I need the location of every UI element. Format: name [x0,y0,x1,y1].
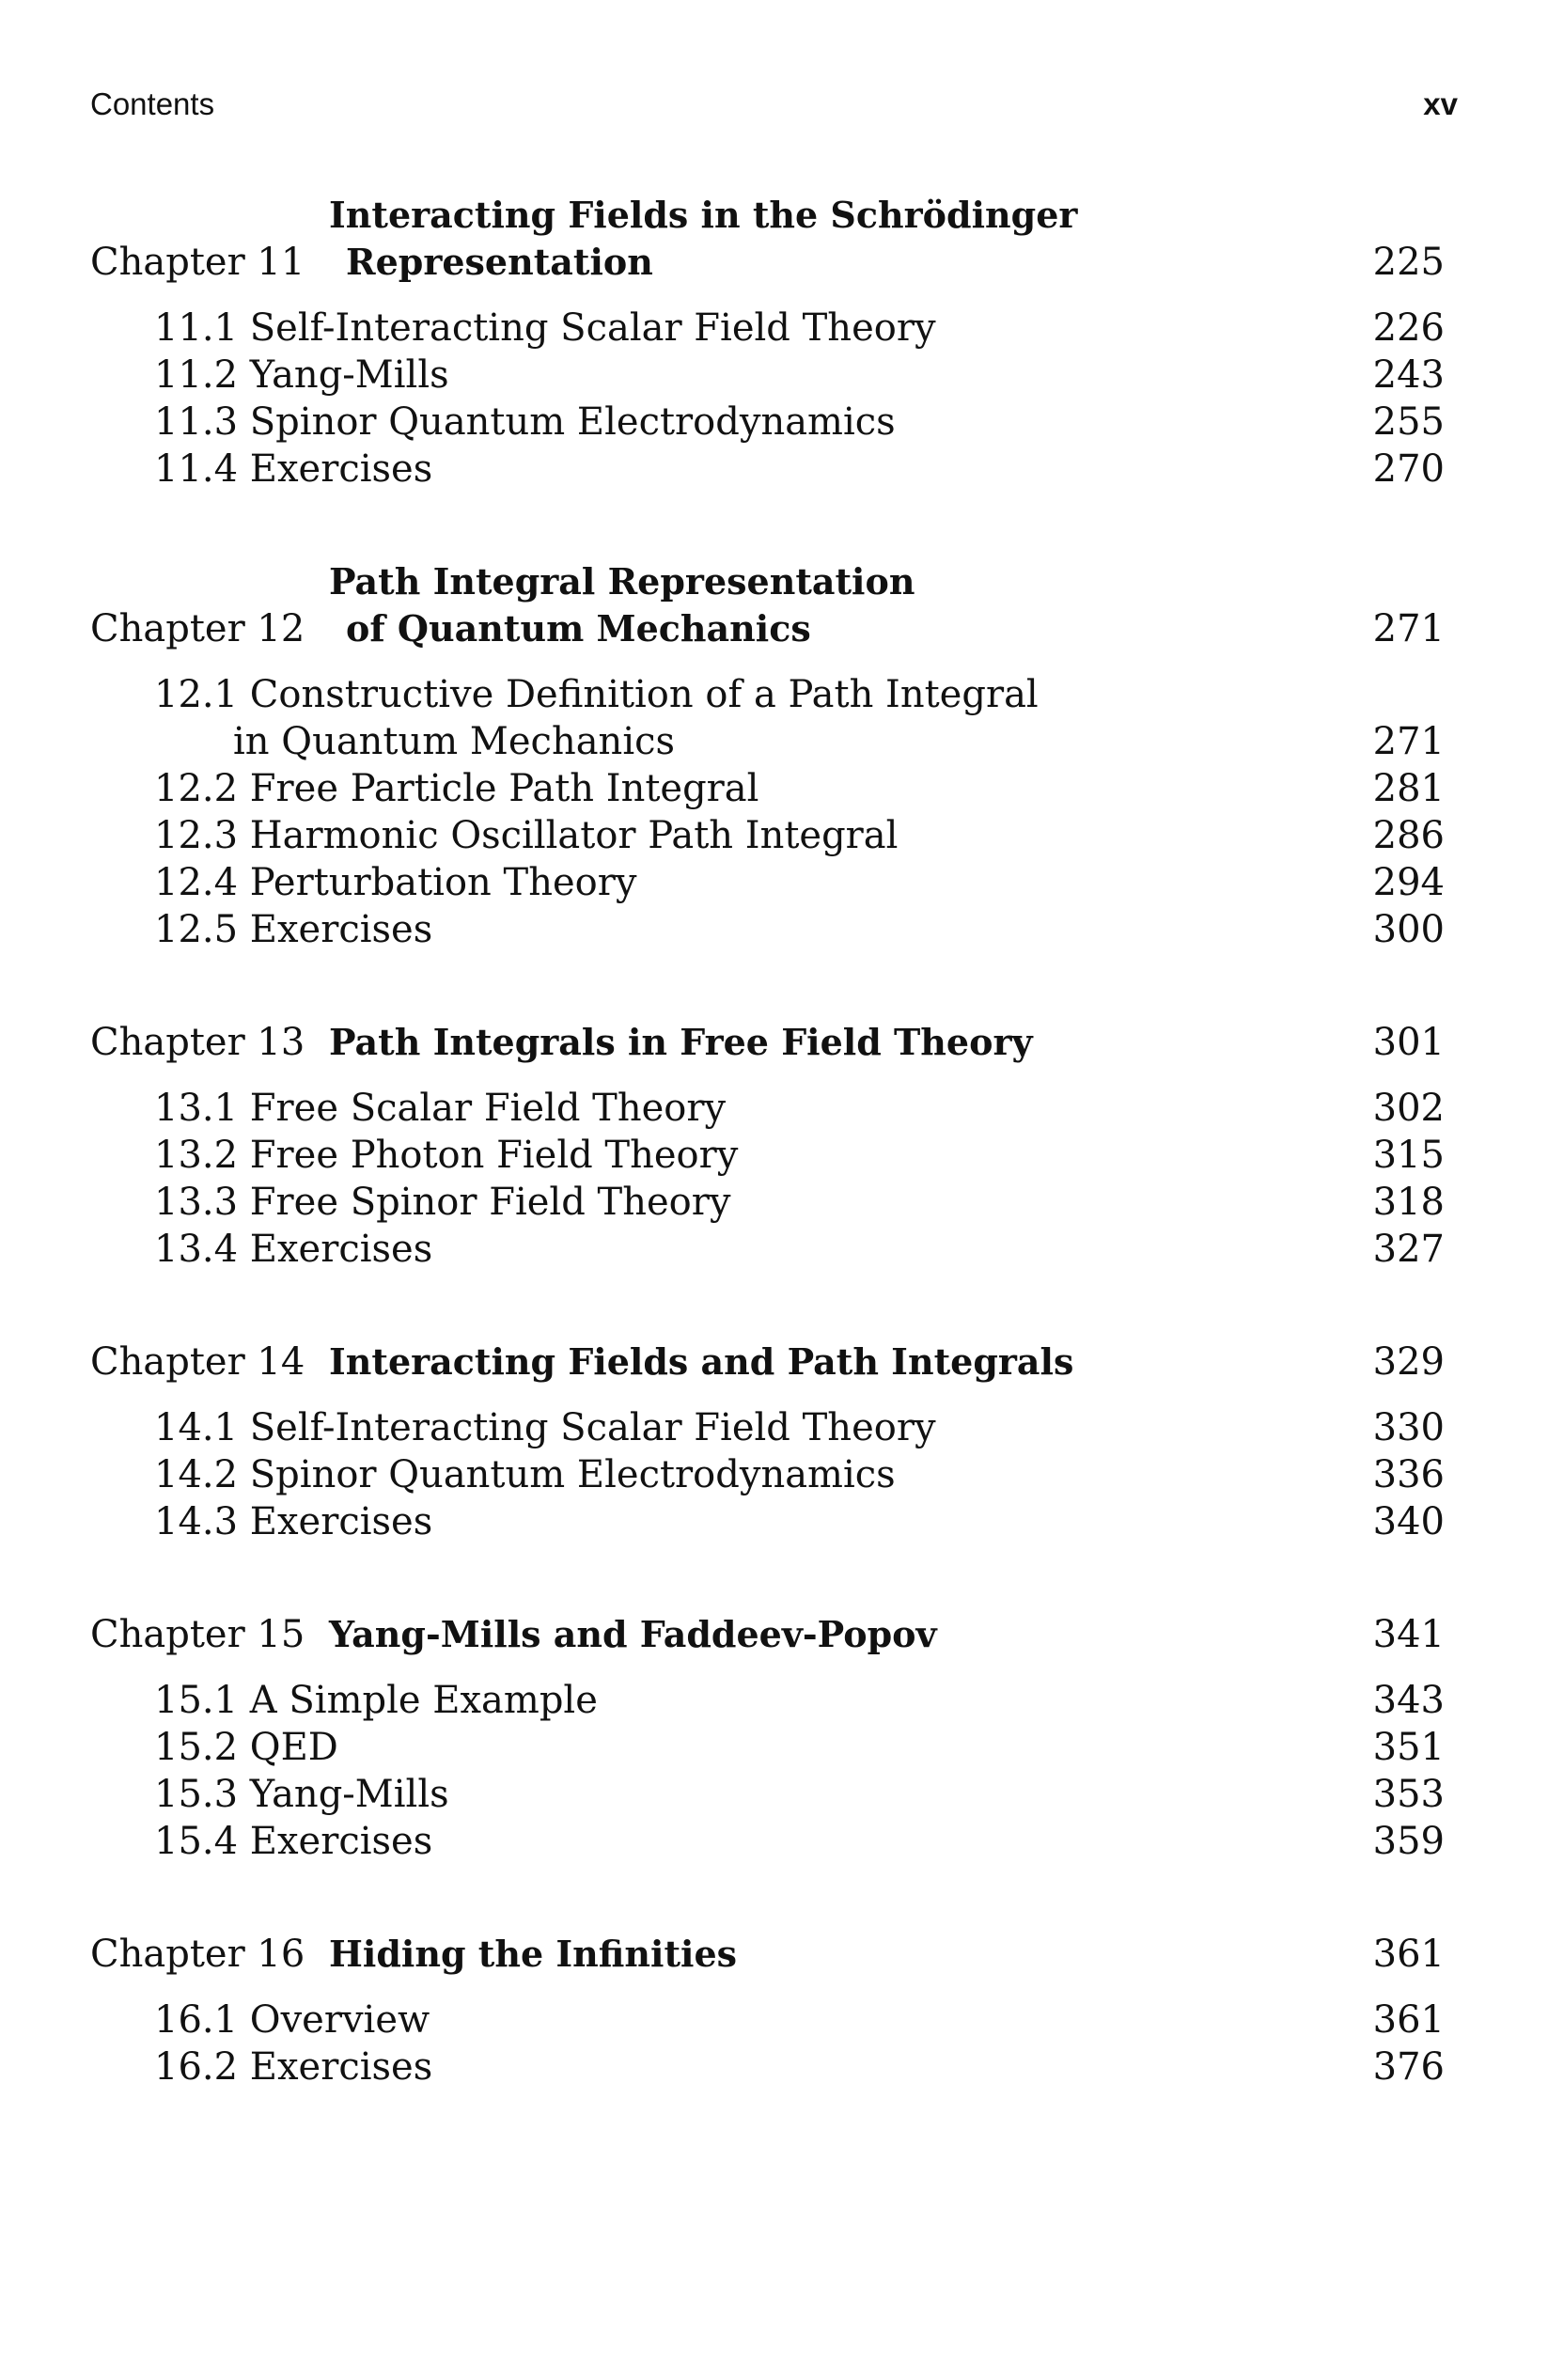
section-list [90,1404,1445,1545]
chapter-block [90,1019,1445,1273]
section-title [90,765,1332,812]
section-title [90,859,1332,906]
section-title-line: 15.2 QED [154,1726,338,1769]
chapter-heading[interactable] [90,1931,1445,1978]
section-title-line: 13.2 Free Photon Field Theory [154,1134,739,1177]
section-page-number: 330 [1372,1406,1445,1449]
chapter-page-number: 271 [1372,607,1445,650]
section-entry[interactable] [90,1085,1445,1132]
section-title-line: 12.5 Exercises [154,908,433,951]
section-title [90,1226,1332,1273]
section-title [90,446,1332,493]
section-title-line: 11.4 Exercises [154,447,433,491]
section-title [90,2043,1332,2090]
chapter-title [329,1931,1332,1978]
chapter-title [329,558,1332,652]
section-list [90,1677,1445,1865]
section-list [90,1996,1445,2090]
section-page-number: 343 [1372,1679,1445,1722]
section-title-line: 12.3 Harmonic Oscillator Path Integral [154,814,899,857]
section-title [90,671,1332,765]
page-number: xv [1423,86,1458,121]
section-page-number: 318 [1372,1181,1445,1224]
section-title [90,1085,1332,1132]
section-page-number: 271 [1372,720,1445,763]
section-entry[interactable] [90,1677,1445,1724]
running-head-title: Contents [90,86,215,121]
section-entry[interactable] [90,1451,1445,1498]
chapter-label: Chapter 15 [90,1613,305,1656]
section-title [90,1677,1332,1724]
section-entry[interactable] [90,399,1445,446]
section-title-line: 13.3 Free Spinor Field Theory [154,1181,731,1224]
section-page-number: 243 [1372,353,1445,397]
section-entry[interactable] [90,1771,1445,1818]
section-page-number: 340 [1372,1500,1445,1543]
section-title [90,1179,1332,1226]
section-page-number: 286 [1372,814,1445,857]
running-head [90,86,1458,124]
chapter-heading[interactable] [90,1339,1445,1386]
chapter-block [90,1611,1445,1865]
section-entry[interactable] [90,305,1445,352]
chapter-page-number: 341 [1372,1613,1445,1656]
section-title [90,1498,1332,1545]
chapter-title-line: Path Integrals in Free Field Theory [329,1021,1033,1063]
section-title-line: 16.1 Overview [154,1998,430,2042]
section-title [90,1818,1332,1865]
section-page-number: 270 [1372,447,1445,491]
section-title [90,812,1332,859]
section-title [90,1451,1332,1498]
section-title-line: 14.1 Self-Interacting Scalar Field Theory [154,1406,936,1449]
section-entry[interactable] [90,671,1445,765]
section-title-line: 11.2 Yang-Mills [154,353,449,397]
chapter-title-line: Interacting Fields in the Schrödinger [329,194,1078,236]
section-title-line: 14.2 Spinor Quantum Electrodynamics [154,1453,896,1496]
chapter-block [90,1339,1445,1545]
section-title-line: 13.1 Free Scalar Field Theory [154,1087,727,1130]
section-page-number: 226 [1372,306,1445,350]
chapter-heading[interactable] [90,192,1445,286]
section-page-number: 336 [1372,1453,1445,1496]
chapter-page-number: 225 [1372,241,1445,284]
section-title [90,906,1332,953]
section-entry[interactable] [90,859,1445,906]
section-title-line: 15.4 Exercises [154,1820,433,1863]
section-title [90,305,1332,352]
section-title-line: 12.2 Free Particle Path Integral [154,767,759,810]
section-page-number: 281 [1372,767,1445,810]
section-title [90,352,1332,399]
chapter-heading[interactable] [90,1019,1445,1066]
section-list [90,305,1445,493]
chapter-label: Chapter 12 [90,607,305,650]
chapter-title [329,1611,1332,1658]
section-title-line: 11.1 Self-Interacting Scalar Field Theory [154,306,936,350]
section-entry[interactable] [90,446,1445,493]
section-title [90,1996,1332,2043]
section-page-number: 300 [1372,908,1445,951]
section-title [90,1771,1332,1818]
section-title-line: 12.4 Perturbation Theory [154,861,637,904]
chapter-label: Chapter 14 [90,1340,305,1384]
chapter-label: Chapter 13 [90,1021,305,1064]
section-entry[interactable] [90,1404,1445,1451]
section-entry[interactable] [90,1996,1445,2043]
section-entry[interactable] [90,2043,1445,2090]
section-title [90,1724,1332,1771]
section-page-number: 255 [1372,400,1445,444]
chapter-title-line: Yang-Mills and Faddeev-Popov [329,1613,937,1655]
chapter-title [329,1019,1332,1066]
section-title-line: 13.4 Exercises [154,1228,433,1271]
chapter-page-number: 301 [1372,1021,1445,1064]
chapter-page-number: 361 [1372,1933,1445,1976]
section-page-number: 302 [1372,1087,1445,1130]
section-entry[interactable] [90,1226,1445,1273]
section-page-number: 353 [1372,1773,1445,1816]
section-entry[interactable] [90,1724,1445,1771]
section-entry[interactable] [90,1179,1445,1226]
section-entry[interactable] [90,1498,1445,1545]
section-entry[interactable] [90,906,1445,953]
section-page-number: 294 [1372,861,1445,904]
section-title-line: 12.1 Constructive Definition of a Path Integral [154,673,1039,716]
section-list [90,1085,1445,1273]
chapter-block [90,558,1445,953]
section-title-line: 11.3 Spinor Quantum Electrodynamics [154,400,896,444]
section-page-number: 327 [1372,1228,1445,1271]
chapter-label: Chapter 11 [90,241,305,284]
section-entry[interactable] [90,765,1445,812]
section-list [90,671,1445,953]
section-page-number: 351 [1372,1726,1445,1769]
chapter-title [329,1339,1332,1386]
section-title-line: 15.3 Yang-Mills [154,1773,449,1816]
chapter-title-line: Hiding the Infinities [329,1933,738,1975]
chapter-title-line: Representation [346,241,653,283]
chapter-title-line: Path Integral Representation [329,560,915,603]
chapter-label: Chapter 16 [90,1933,305,1976]
chapter-block [90,1931,1445,2090]
table-of-contents [90,192,1445,2156]
section-entry[interactable] [90,1132,1445,1179]
section-title-line: 14.3 Exercises [154,1500,433,1543]
section-title-line: in Quantum Mechanics [233,720,676,763]
chapter-heading[interactable] [90,558,1445,652]
section-title-line: 16.2 Exercises [154,2045,433,2089]
section-title [90,399,1332,446]
chapter-title [329,192,1332,286]
chapter-title-line: of Quantum Mechanics [346,607,811,650]
section-entry[interactable] [90,1818,1445,1865]
section-title [90,1132,1332,1179]
section-entry[interactable] [90,352,1445,399]
chapter-page-number: 329 [1372,1340,1445,1384]
chapter-title-line: Interacting Fields and Path Integrals [329,1340,1074,1383]
section-page-number: 315 [1372,1134,1445,1177]
section-page-number: 359 [1372,1820,1445,1863]
section-page-number: 376 [1372,2045,1445,2089]
section-entry[interactable] [90,812,1445,859]
section-title [90,1404,1332,1451]
section-page-number: 361 [1372,1998,1445,2042]
chapter-block [90,192,1445,493]
section-title-line: 15.1 A Simple Example [154,1679,598,1722]
chapter-heading[interactable] [90,1611,1445,1658]
